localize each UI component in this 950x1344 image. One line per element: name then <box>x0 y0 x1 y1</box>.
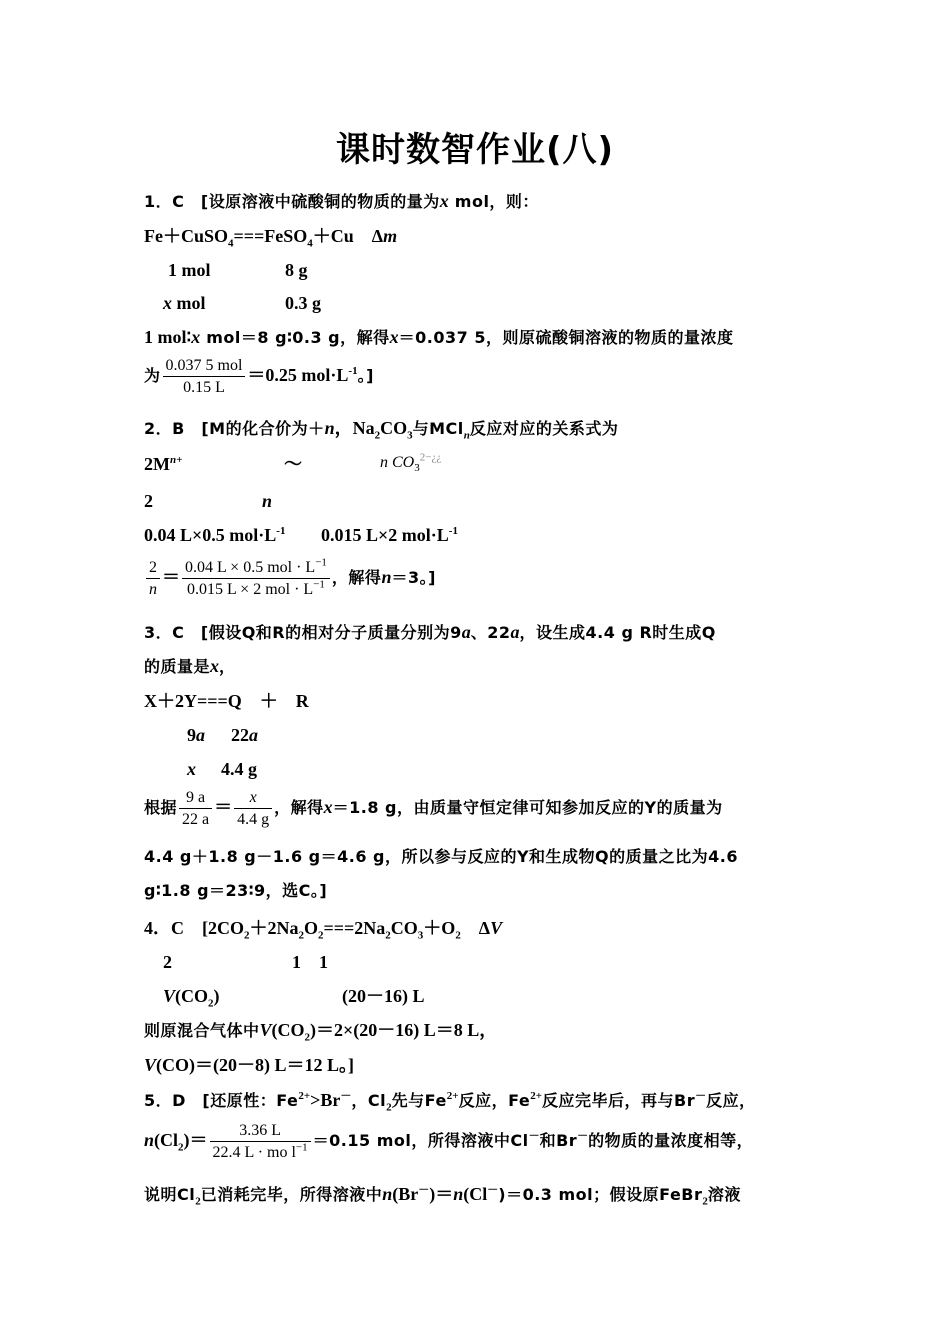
q2-row1-b: n <box>262 491 273 511</box>
q5-line-2: $n(Cl_2)=$ $\frac{3.36 L}{22.4 L \cdot mo l^{-1}}$ ＝0.15 mol，所得溶液中Cl－和Br－的物质的量浓度相等， <box>144 1122 754 1161</box>
q1-header: 1．C [设原溶液中硫酸铜的物质的量为x mol，则： <box>144 191 539 211</box>
q2-relation-a: $2M^{n+}$ <box>144 454 183 474</box>
q3-line-3: g∶1.8 g＝23∶9，选C。] <box>144 881 328 900</box>
q3-header: 3．C [假设Q和R的相对分子质量分别为9a、22a，设生成4.4 g R时生成Q <box>144 622 716 642</box>
fraction: $\frac{\text{0.037 5 mol}}{0.15 L}$ <box>163 358 246 396</box>
fraction: $\frac{2}{n}$ <box>146 560 160 598</box>
q2-relation-b: n $CO_3^{2-¿¿}$ <box>380 451 442 475</box>
q1-result: 为 $\frac{\text{0.037 5 mol}}{0.15 L}$ ＝0.25 $mol\cdot L^{-1}$。] <box>144 357 374 396</box>
q4-row1-a: 2 <box>163 952 172 972</box>
q3-header-2: 的质量是x， <box>144 656 236 676</box>
q1-equation: Fe＋CuSO$_4$===FeSO$_4$＋Cu Δm <box>144 226 398 250</box>
fraction: $\frac{9 a}{22 a}$ <box>179 790 212 828</box>
q2-solve: $\frac{2}{n}$ ＝ $\frac{0.04 L \times 0.5 mol \cdot L^{-1}}{0.015 L \times 2 mol \cdot L^{-1}}$ ，解得n＝3。] <box>144 560 436 598</box>
q3-line-2: 4.4 g＋1.8 g－1.6 g＝4.6 g，所以参与反应的Y和生成物Q的质量之比为4.6 <box>144 847 739 866</box>
q3-row2-a: x <box>187 759 196 779</box>
q1-row1-a: 1 mol <box>168 260 211 280</box>
q3-row1-a: 9a <box>187 725 205 745</box>
q4-row2-b: (20－16) L <box>342 986 425 1006</box>
q2-tilde: ～ <box>284 454 302 474</box>
q1-solve: 1 mol∶x mol＝8 g∶0.3 g，解得x＝0.037 5，则原硫酸铜溶液的物质的量浓度 <box>144 327 734 347</box>
q2-row1-a: 2 <box>144 491 153 511</box>
q3-solve: 根据 $\frac{9 a}{22 a}$ ＝ $\frac{x}{4.4 g}$ ，解得x＝1.8 g，由质量守恒定律可知参加反应的Y的质量为 <box>144 789 723 828</box>
q3-equation: X＋2Y===Q ＋ R <box>144 691 309 711</box>
q4-row1-b: 1 1 <box>292 952 328 972</box>
q2-row2-a: 0.04 L×0.5 $mol\cdot L^{-1}$ <box>144 525 286 545</box>
q3-row1-b: 22a <box>231 725 258 745</box>
fraction: $\frac{3.36 L}{22.4 L \cdot mo l^{-1}}$ <box>210 1123 311 1161</box>
q1-row1-b: 8 g <box>285 260 308 280</box>
fraction: $\frac{0.04 L \times 0.5 mol \cdot L^{-1}}{0.015 L \times 2 mol \cdot L^{-1}}$ <box>182 560 330 598</box>
q4-row2-a: $V(CO_2)$ <box>163 986 220 1010</box>
q5-line-3: 说明$Cl_2$已消耗完毕，所得溶液中n(Br－)＝n(Cl－)＝0.3 mol；假设原FeBr$_2$溶液 <box>144 1184 741 1208</box>
q4-line-1: 则原混合气体中$V(CO_2)=2\times(20-16)$ L＝8 L， <box>144 1020 498 1044</box>
q2-header: 2．B [M的化合价为＋n，$Na_2CO_3$与MCl$_n$反应对应的关系式为 <box>144 418 619 442</box>
q1-row2-b: 0.3 g <box>285 293 321 313</box>
q1-row2-a: x mol <box>163 293 206 313</box>
q5-header: 5．D [还原性：$Fe^{2+}>Br^-$，$Cl_2$先与$Fe^{2+}$反应，$Fe^{2+}$反应完毕后，再与Br－反应， <box>144 1090 756 1114</box>
page-title: 课时数智作业(八) <box>335 130 615 170</box>
q4-equation: 4．C [$2CO_2+2Na_2O_2===2Na_2CO_3+O_2$ ΔV <box>144 918 503 942</box>
q3-row2-b: 4.4 g <box>221 759 257 779</box>
q2-row2-b: 0.015 L×2 $mol\cdot L^{-1}$ <box>321 525 458 545</box>
q4-line-2: V(CO)＝(20－8) L＝12 L。] <box>144 1055 354 1075</box>
fraction: $\frac{x}{4.4 g}$ <box>234 790 272 828</box>
